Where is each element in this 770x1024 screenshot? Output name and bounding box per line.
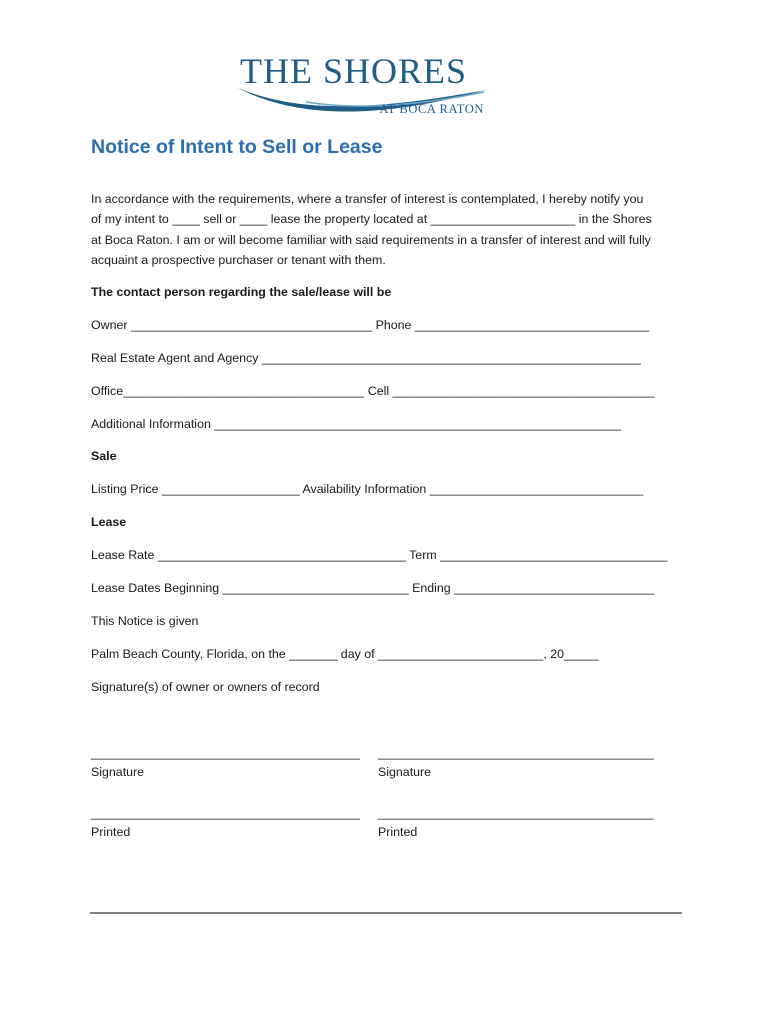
signature-label-right: Signature <box>378 765 432 779</box>
intro-paragraph <box>91 189 691 271</box>
printed-line-left[interactable]: _______________________________________ <box>91 806 360 820</box>
owner-phone-field[interactable]: Owner ___________________________________ Phone __________________________________ <box>91 318 650 332</box>
signature-line-left[interactable]: _______________________________________ <box>91 746 360 760</box>
printed-label-right: Printed <box>378 825 418 839</box>
sale-heading: Sale <box>91 449 117 463</box>
signature-heading: Signature(s) of owner or owners of record <box>91 680 320 694</box>
contact-heading: The contact person regarding the sale/lease will be <box>91 285 392 299</box>
lease-rate-term-field[interactable]: Lease Rate ____________________________________ Term _________________________________ <box>91 548 668 562</box>
footer-divider <box>90 912 682 914</box>
office-cell-field[interactable]: Office___________________________________ Cell ______________________________________ <box>91 384 655 398</box>
shores-logo <box>236 50 488 122</box>
additional-info-field[interactable]: Additional Information ___________________________________________________________ <box>91 417 621 431</box>
intro-line: In accordance with the requirements, where a transfer of interest is contemplated, I hereby notify you <box>91 192 644 206</box>
lease-dates-field[interactable]: Lease Dates Beginning ___________________________ Ending _____________________________ <box>91 581 654 595</box>
intro-line: of my intent to ____ sell or ____ lease the property located at _____________________ in the Shores <box>91 212 652 227</box>
intro-line: acquaint a prospective purchaser or tenant with them. <box>91 253 386 268</box>
intro-line: at Boca Raton. I am or will become familiar with said requirements in a transfer of interest and will fully <box>91 232 651 247</box>
logo-title: THE SHORES <box>240 51 468 91</box>
printed-label-left: Printed <box>91 825 131 839</box>
date-field[interactable]: Palm Beach County, Florida, on the _______ day of ________________________, 20_____ <box>91 647 599 661</box>
form-title: Notice of Intent to Sell or Lease <box>91 136 383 158</box>
logo-subtitle: AT BOCA RATON <box>379 102 484 116</box>
signature-label-left: Signature <box>91 765 145 779</box>
notice-given-label: This Notice is given <box>91 614 199 628</box>
lease-heading: Lease <box>91 515 127 529</box>
agent-agency-field[interactable]: Real Estate Agent and Agency _______________________________________________________ <box>91 351 641 365</box>
printed-line-right[interactable]: ________________________________________ <box>378 806 654 820</box>
signature-line-right[interactable]: ________________________________________ <box>378 746 654 760</box>
listing-availability-field[interactable]: Listing Price ____________________ Availability Information _______________________________ <box>91 482 644 496</box>
